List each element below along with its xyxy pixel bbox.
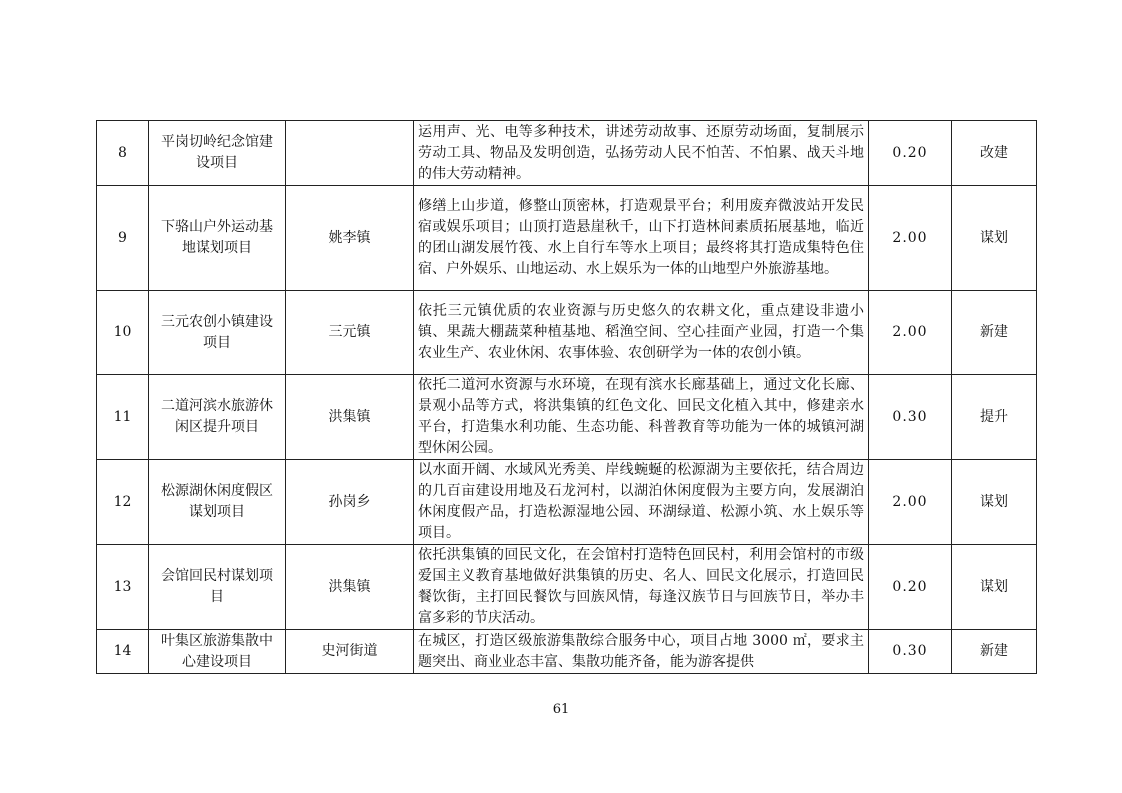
- table-row: [97, 121, 1037, 186]
- project-name: 松源湖休闲度假区谋划项目: [161, 483, 273, 520]
- project-description: 以水面开阔、水域风光秀美、岸线蜿蜒的松源湖为主要依托，结合周边的几百亩建设用地及石龙河村，以湖泊休闲度假为主要方向，发展湖泊休闲度假产品，打造松源湿地公园、环湖绿道、松源小筑、水上娱乐等项目。: [418, 462, 864, 541]
- table-row: [97, 630, 1037, 674]
- township: 孙岗乡: [286, 460, 414, 545]
- construction-type: 谋划: [952, 460, 1037, 545]
- investment-amount: 2.00: [869, 460, 952, 545]
- table-row: [97, 375, 1037, 460]
- project-name: 三元农创小镇建设项目: [161, 313, 273, 351]
- project-description: 依托洪集镇的回民文化，在会馆村打造特色回民村，利用会馆村的市级爱国主义教育基地做好洪集镇的历史、名人、回民文化展示，打造回民餐饮街，主打回民餐饮与回族风情，每逢汉族节日与回族节日，举办丰富多彩的节庆活动。: [418, 547, 864, 626]
- page-number: 61: [552, 702, 570, 717]
- township: 洪集镇: [286, 545, 414, 630]
- project-name: 平岗切岭纪念馆建设项目: [161, 134, 273, 171]
- project-description: 运用声、光、电等多种技术，讲述劳动故事、还原劳动场面，复制展示劳动工具、物品及发明创造，弘扬劳动人民不怕苦、不怕累、战天斗地的伟大劳动精神。: [418, 123, 864, 182]
- project-description: 在城区，打造区级旅游集散综合服务中心，项目占地 3000 ㎡，要求主题突出、商业业态丰富、集散功能齐备，能为游客提供: [418, 632, 864, 670]
- project-description: 依托二道河水资源与水环境，在现有滨水长廊基础上，通过文化长廊、景观小品等方式，将洪集镇的红色文化、回民文化植入其中，修建亲水平台，打造集水利功能、生态功能、科普教育等功能为一体的城镇河湖型休闲公园。: [418, 377, 864, 456]
- township: [286, 121, 414, 186]
- construction-type: 谋划: [952, 545, 1037, 630]
- project-table: [96, 120, 1037, 674]
- project-description: 修缮上山步道，修整山顶密林，打造观景平台；利用废弃微波站开发民宿或娱乐项目；山顶打造悬崖秋千，山下打造林间素质拓展基地，临近的团山湖发展竹筏、水上自行车等水上项目；最终将其打造成集特色住宿、户外娱乐、山地运动、水上娱乐为一体的山地型户外旅游基地。: [418, 198, 864, 277]
- investment-amount: 0.20: [869, 545, 952, 630]
- row-number: 8: [97, 121, 149, 186]
- township: 三元镇: [286, 291, 414, 375]
- project-name: 下骆山户外运动基地谋划项目: [161, 219, 273, 256]
- table-row: [97, 186, 1037, 291]
- investment-amount: 0.30: [869, 375, 952, 460]
- row-number: 14: [97, 630, 149, 674]
- project-name: 二道河滨水旅游休闲区提升项目: [161, 398, 273, 435]
- project-name: 会馆回民村谋划项目: [161, 568, 273, 605]
- investment-amount: 0.20: [869, 121, 952, 186]
- row-number: 13: [97, 545, 149, 630]
- township: 洪集镇: [286, 375, 414, 460]
- construction-type: 提升: [952, 375, 1037, 460]
- investment-amount: 2.00: [869, 186, 952, 291]
- row-number: 12: [97, 460, 149, 545]
- row-number: 9: [97, 186, 149, 291]
- construction-type: 改建: [952, 121, 1037, 186]
- investment-amount: 0.30: [869, 630, 952, 674]
- township: 姚李镇: [286, 186, 414, 291]
- row-number: 10: [97, 291, 149, 375]
- project-description: 依托三元镇优质的农业资源与历史悠久的农耕文化，重点建设非遗小镇、果蔬大棚蔬菜种植基地、稻渔空间、空心挂面产业园，打造一个集农业生产、农业休闲、农事体验、农创研学为一体的农创小镇。: [418, 303, 864, 361]
- construction-type: 新建: [952, 630, 1037, 674]
- table-row: [97, 545, 1037, 630]
- row-number: 11: [97, 375, 149, 460]
- project-name: 叶集区旅游集散中心建设项目: [161, 632, 273, 670]
- construction-type: 新建: [952, 291, 1037, 375]
- table-row: [97, 291, 1037, 375]
- construction-type: 谋划: [952, 186, 1037, 291]
- table-row: [97, 460, 1037, 545]
- township: 史河街道: [286, 630, 414, 674]
- investment-amount: 2.00: [869, 291, 952, 375]
